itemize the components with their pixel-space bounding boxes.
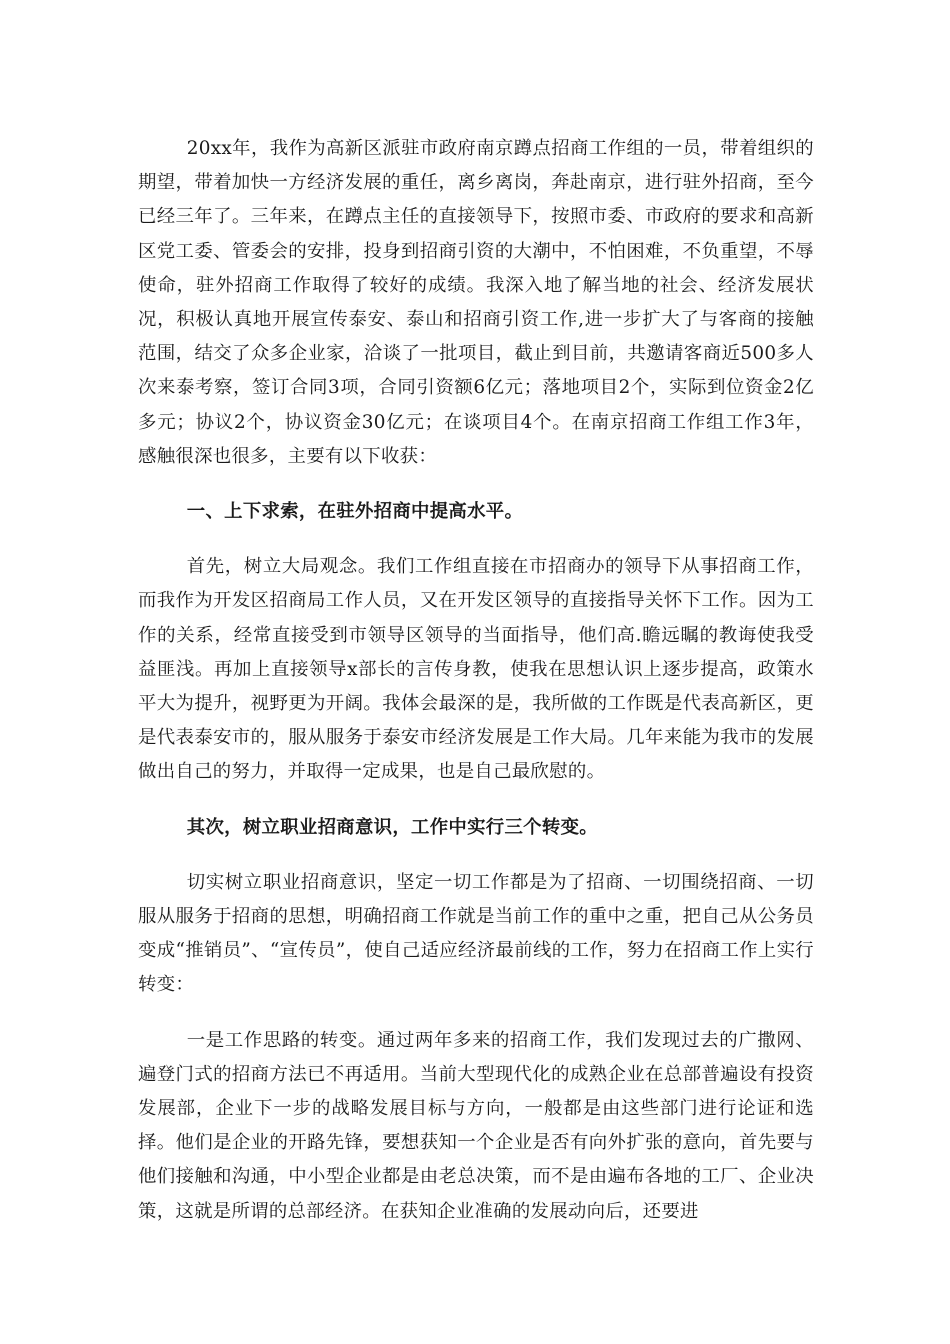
section-heading: 一、上下求索，在驻外招商中提高水平。 — [186, 501, 524, 523]
paragraph-gap — [138, 845, 814, 866]
body-paragraph: 切实树立职业招商意识，坚定一切工作都是为了招商、一切围绕招商、一切服从服务于招商的思想，明确招商工作就是当前工作的重中之重，把自己从公务员变成“推销员”、“宣传员”，使自己适应经济最前线的工作，努力在招商工作上实行转变： — [138, 871, 814, 996]
paragraph-gap — [138, 529, 814, 550]
body-paragraph: 一是工作思路的转变。通过两年多来的招商工作，我们发现过去的广撒网、遍登门式的招商方法已不再适用。当前大型现代化的成熟企业在总部普遍设有投资发展部，企业下一步的战略发展目标与方向，一般都是由这些部门进行论证和选择。他们是企业的开路先锋，要想获知一个企业是否有向外扩张的意向，首先要与他们接触和沟通，中小型企业都是由老总决策，而不是由遍布各地的工厂、企业决策，这就是所谓的总部经济。在获知企业准确的发展动向后，还要进 — [138, 1029, 814, 1222]
body-paragraph: 首先，树立大局观念。我们工作组直接在市招商办的领导下从事招商工作，而我作为开发区招商局工作人员，又在开发区领导的直接指导关怀下工作。因为工作的关系，经常直接受到市领导区领导的当面指导，他们高.瞻远瞩的教诲使我受益匪浅。再加上直接领导x部长的言传身教，使我在思想认识上逐步提高，政策水平大为提升，视野更为开阔。我体会最深的是，我所做的工作既是代表高新区，更是代表泰安市的，服从服务于泰安市经济发展是工作大局。几年来能为我市的发展做出自己的努力，并取得一定成果，也是自己最欣慰的。 — [138, 556, 814, 783]
paragraph-gap — [138, 790, 814, 811]
paragraph-gap — [138, 474, 814, 495]
section-heading: 其次，树立职业招商意识，工作中实行三个转变。 — [186, 816, 598, 838]
paragraph-gap — [138, 1003, 814, 1024]
body-paragraph: 20xx年，我作为高新区派驻市政府南京蹲点招商工作组的一员，带着组织的期望，带着加快一方经济发展的重任，离乡离岗，奔赴南京，进行驻外招商，至今已经三年了。三年来，在蹲点主任的直接领导下，按照市委、市政府的要求和高新区党工委、管委会的安排，投身到招商引资的大潮中，不怕困难，不负重望，不辱使命，驻外招商工作取得了较好的成绩。我深入地了解当地的社会、经济发展状况，积极认真地开展宣传泰安、泰山和招商引资工作,进一步扩大了与客商的接触范围，结交了众多企业家，洽谈了一批项目，截止到目前，共邀请客商近500多人次来泰考察，签订合同3项，合同引资额6亿元；落地项目2个，实际到位资金2亿多元；协议2个，协议资金30亿元；在谈项目4个。在南京招商工作组工作3年，感触很深也很多，主要有以下收获： — [138, 138, 814, 467]
document-body — [138, 132, 814, 1229]
